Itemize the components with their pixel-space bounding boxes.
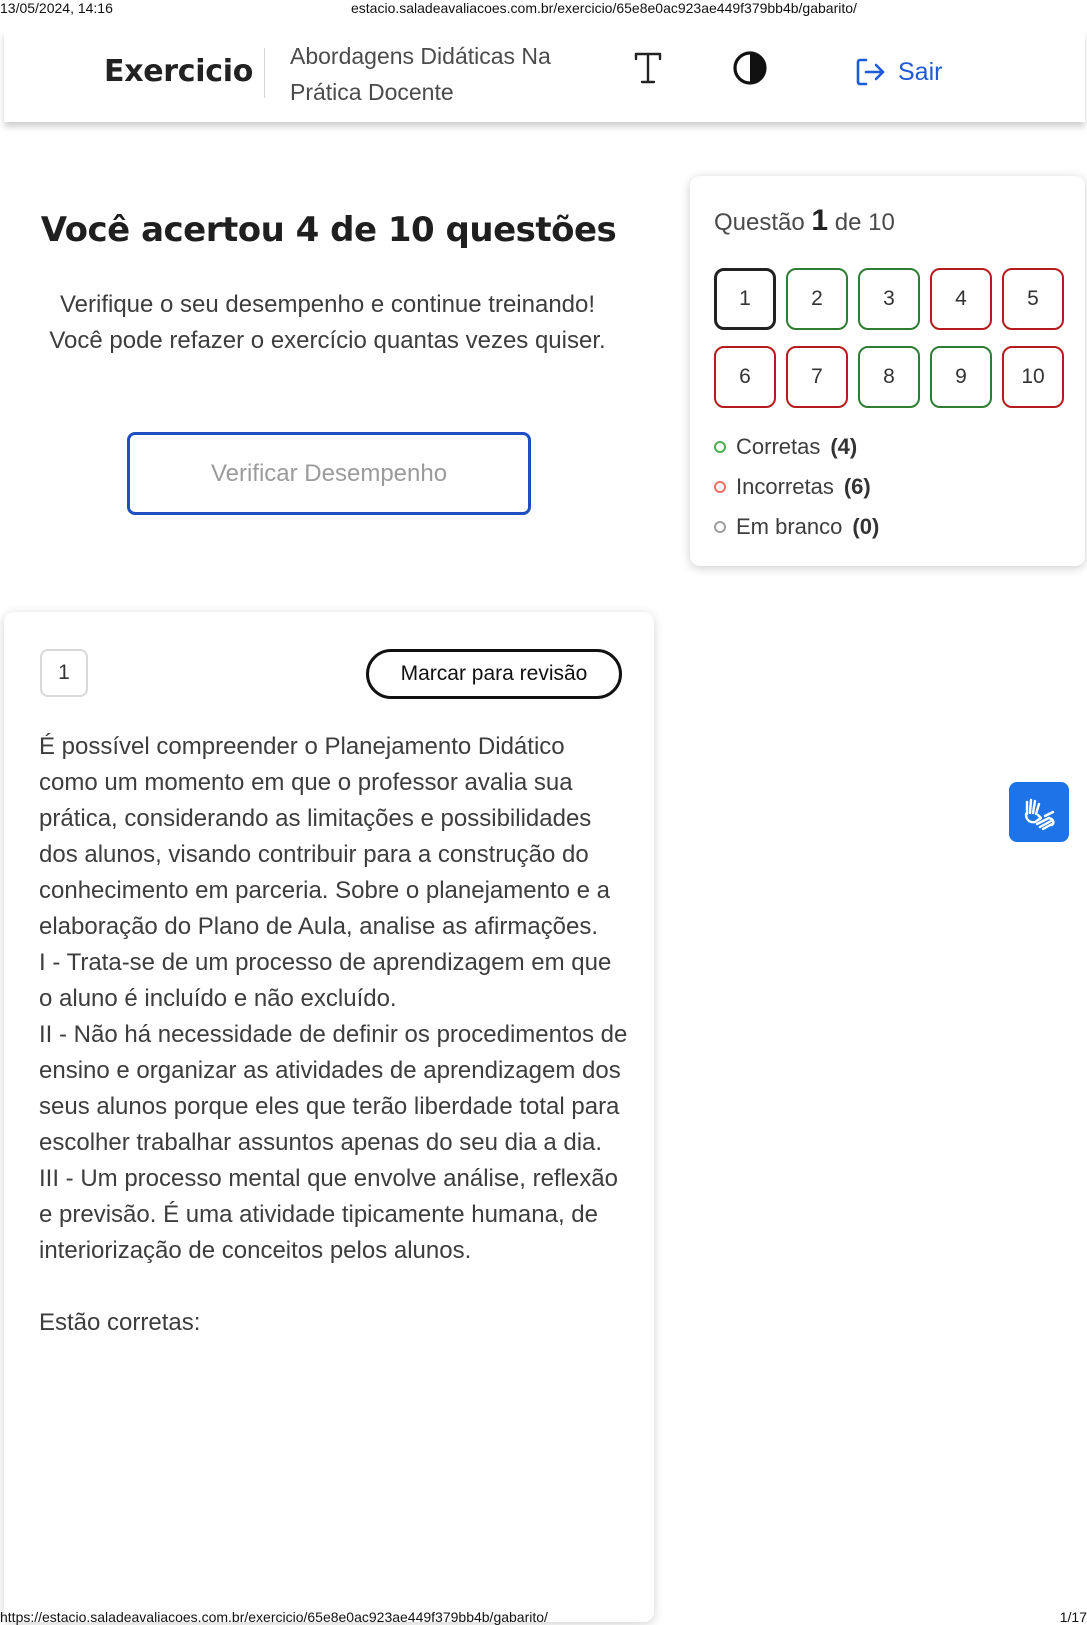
sign-language-icon (1019, 792, 1059, 832)
question-button[interactable]: 8 (858, 346, 920, 408)
print-page-number: 1/17 (1059, 1609, 1087, 1625)
legend-count: (6) (843, 474, 871, 499)
brand-title: Exercicio (104, 54, 254, 89)
navigator-label: Questão (714, 209, 805, 236)
print-url: estacio.saladeavaliacoes.com.br/exercicio/65e8e0ac923ae449f379bb4b/gabarito/ (351, 0, 857, 16)
font-size-icon (633, 51, 663, 85)
divider (264, 48, 265, 98)
sign-language-button[interactable] (1009, 782, 1069, 842)
circle-icon (714, 441, 726, 453)
contrast-icon (732, 50, 768, 86)
print-header (0, 0, 1087, 16)
question-statement: É possível compreender o Planejamento Didático como um momento em que o professor avalia sua prática, considerando as limitações e possibilidades dos alunos, visando contribuir para a construção do conhecimento em parceria. Sobre o planejamento e a elaboração do Plano de Aula, analise as afirmações. (39, 733, 611, 940)
question-item: III - Um processo mental que envolve análise, reflexão e previsão. É uma atividade tipicamente humana, de interiorização de conceitos pelos alunos. (39, 1165, 618, 1264)
question-button[interactable]: 9 (930, 346, 992, 408)
print-datetime: 13/05/2024, 14:16 (0, 0, 113, 16)
print-footer (0, 1609, 1087, 1625)
logout-label: Sair (898, 57, 943, 86)
result-title: Você acertou 4 de 10 questões (40, 210, 617, 250)
spacer (39, 1269, 629, 1305)
logout-icon (854, 56, 886, 88)
question-button[interactable]: 10 (1002, 346, 1064, 408)
question-navigator (690, 176, 1085, 566)
legend-blank (714, 514, 879, 540)
question-number: 1 (40, 649, 88, 697)
question-button[interactable]: 6 (714, 346, 776, 408)
print-footer-url: https://estacio.saladeavaliacoes.com.br/exercicio/65e8e0ac923ae449f379bb4b/gabarito/ (0, 1609, 548, 1625)
verify-performance-button[interactable]: Verificar Desempenho (127, 432, 531, 515)
legend-label: Corretas (736, 434, 821, 459)
legend-label: Em branco (736, 514, 843, 539)
contrast-button[interactable] (728, 46, 772, 90)
question-item: I - Trata-se de um processo de aprendizagem em que o aluno é incluído e não excluído. (39, 949, 612, 1012)
question-prompt: Estão corretas: (39, 1309, 201, 1336)
question-button[interactable]: 2 (786, 268, 848, 330)
result-subtitle: Verifique o seu desempenho e continue treinando! Você pode refazer o exercício quantas vezes quiser. (49, 291, 606, 354)
navigator-title (714, 204, 895, 238)
legend-incorrect (714, 474, 871, 500)
font-size-button[interactable] (626, 46, 670, 90)
legend-correct (714, 434, 857, 460)
circle-icon (714, 521, 726, 533)
legend-count: (4) (830, 434, 858, 459)
question-button[interactable]: 4 (930, 268, 992, 330)
question-button[interactable]: 5 (1002, 268, 1064, 330)
question-card (4, 612, 654, 1622)
circle-icon (714, 481, 726, 493)
navigator-current: 1 (811, 204, 829, 237)
legend-count: (0) (852, 514, 880, 539)
legend-label: Incorretas (736, 474, 834, 499)
mark-for-review-button[interactable]: Marcar para revisão (366, 649, 622, 699)
navigator-total: de 10 (834, 209, 895, 236)
course-title: Abordagens Didáticas Na Prática Docente (290, 43, 551, 105)
question-button[interactable]: 1 (714, 268, 776, 330)
question-button[interactable]: 3 (858, 268, 920, 330)
question-button[interactable]: 7 (786, 346, 848, 408)
question-item: II - Não há necessidade de definir os procedimentos de ensino e organizar as atividades de aprendizagem dos seus alunos porque eles que terão liberdade total para escolher trabalhar assuntos apenas do seu dia a dia. (39, 1021, 628, 1156)
question-text (39, 729, 629, 1341)
logout-button[interactable] (854, 52, 942, 92)
top-bar (4, 30, 1085, 122)
